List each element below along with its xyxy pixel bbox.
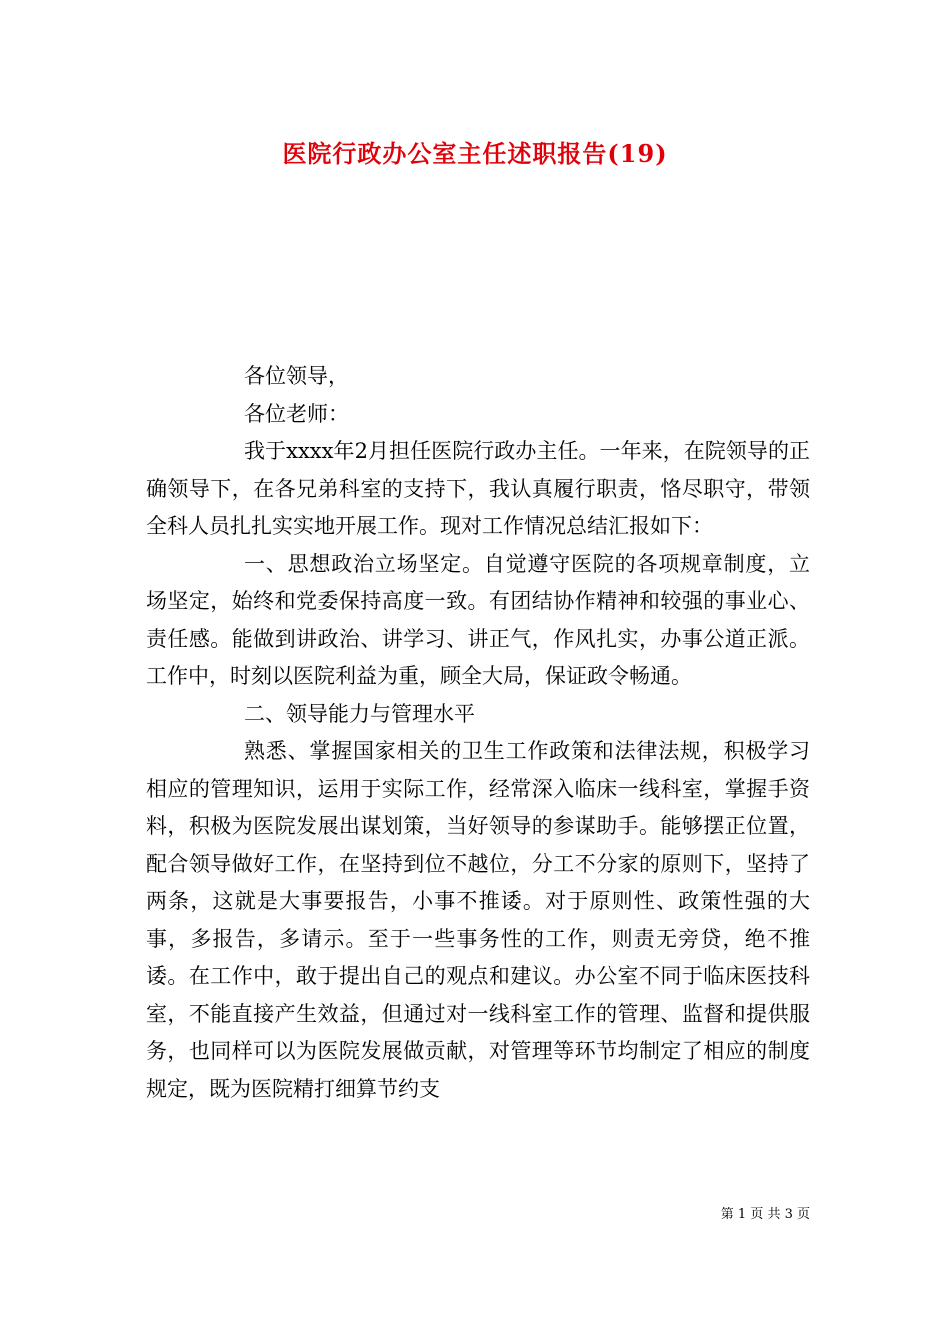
document-title: 医院行政办公室主任述职报告(19) (282, 139, 668, 168)
salutation-leaders: 各位领导， (244, 364, 349, 388)
section-heading-leadership: 二、领导能力与管理水平 (244, 701, 475, 726)
paragraph-leadership: 熟悉、掌握国家相关的卫生工作政策和法律法规，积极学习相应的管理知识，运用于实际工作，经常深入临床一线科室，掌握手资料，积极为医院发展出谋划策，当好领导的参谋助手。能够摆正位置，配合领导做好工作，在坚持到位不越位，分工不分家的原则下，坚持了两条，这就是大事要报告，小事不推诿。对于原则性、政策性强的大事，多报告，多请示。至于一些事务性的工作，则责无旁贷，绝不推诿。在工作中，敢于提出自己的观点和建议。办公室不同于临床医技科室，不能直接产生效益，但通过对一线科室工作的管理、监督和提供服务，也同样可以为医院发展做贡献，对管理等环节均制定了相应的制度规定，既为医院精打细算节约支 (146, 739, 810, 1101)
paragraph-intro: 我于xxxx年2月担任医院行政办主任。一年来，在院领导的正确领导下，在各兄弟科室的支持下，我认真履行职责，恪尽职守，带领全科人员扎扎实实地开展工作。现对工作情况总结汇报如下： (146, 439, 810, 538)
page-number: 第 1 页 共 3 页 (720, 1207, 810, 1222)
salutation-teachers: 各位老师： (244, 401, 349, 426)
paragraph-political-stance: 一、思想政治立场坚定。自觉遵守医院的各项规章制度，立场坚定，始终和党委保持高度一致。有团结协作精神和较强的事业心、责任感。能做到讲政治、讲学习、讲正气，作风扎实，办事公道正派。工作中，时刻以医院利益为重，顾全大局，保证政令畅通。 (146, 551, 810, 688)
document-body (146, 358, 810, 1108)
